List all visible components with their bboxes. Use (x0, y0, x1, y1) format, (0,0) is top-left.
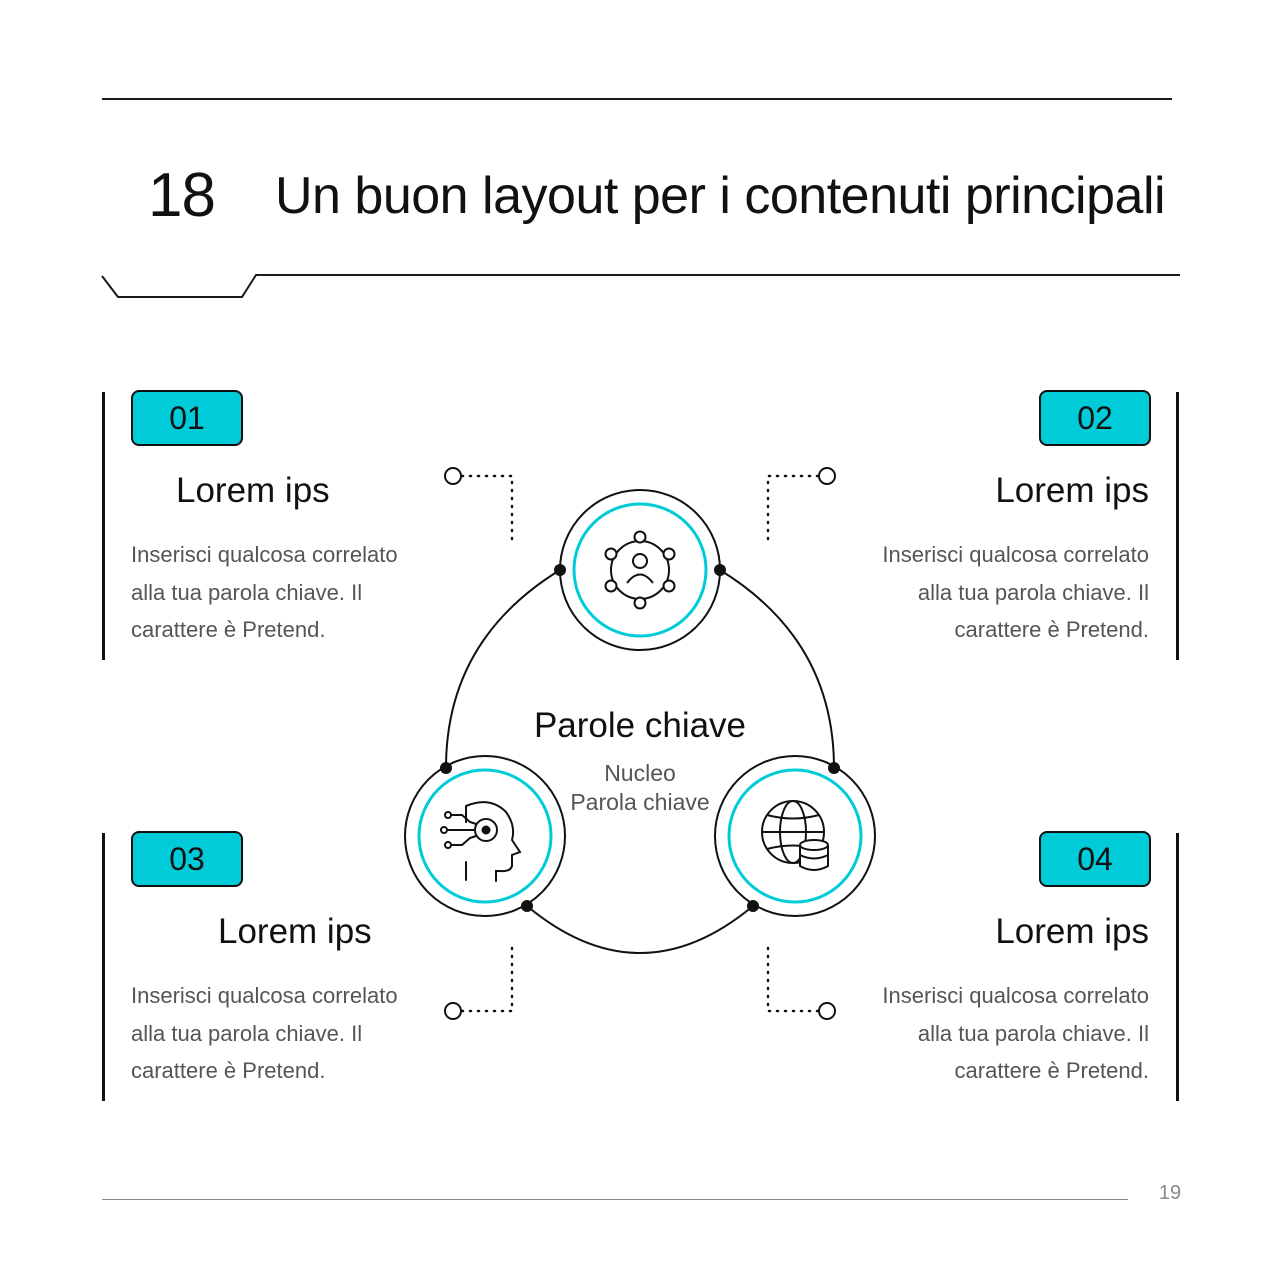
item-03-desc: Inserisci qualcosa correlato alla tua parola chiave. Il carattere è Pretend. (131, 983, 398, 1083)
item-02-title: Lorem ips (995, 471, 1149, 510)
center-subtitle-line1: Nucleo (604, 760, 676, 786)
item-02-bar (1176, 392, 1179, 660)
item-02-badge: 02 (1039, 390, 1151, 446)
footer-rule (102, 1199, 1128, 1200)
item-04-desc: Inserisci qualcosa correlato alla tua parola chiave. Il carattere è Pretend. (882, 983, 1149, 1083)
page-title: Un buon layout per i contenuti principali (275, 167, 1166, 225)
item-04-badge: 04 (1039, 831, 1151, 887)
center-title: Parole chiave (533, 706, 747, 745)
item-03-badge: 03 (131, 831, 243, 887)
item-01-bar (102, 392, 105, 660)
node-top (560, 490, 720, 650)
page-number: 19 (1158, 1182, 1182, 1204)
header-tab-rule (102, 275, 1180, 297)
item-03-title: Lorem ips (218, 912, 372, 951)
item-01-badge: 01 (131, 390, 243, 446)
item-03-bar (102, 833, 105, 1101)
item-01-desc: Inserisci qualcosa correlato alla tua parola chiave. Il carattere è Pretend. (131, 542, 398, 642)
item-04-bar (1176, 833, 1179, 1101)
center-subtitle-line2: Parola chiave (570, 789, 710, 815)
item-04-title: Lorem ips (995, 912, 1149, 951)
slide-number: 18 (148, 161, 215, 230)
item-01-title: Lorem ips (176, 471, 330, 510)
item-02-desc: Inserisci qualcosa correlato alla tua parola chiave. Il carattere è Pretend. (882, 542, 1149, 642)
